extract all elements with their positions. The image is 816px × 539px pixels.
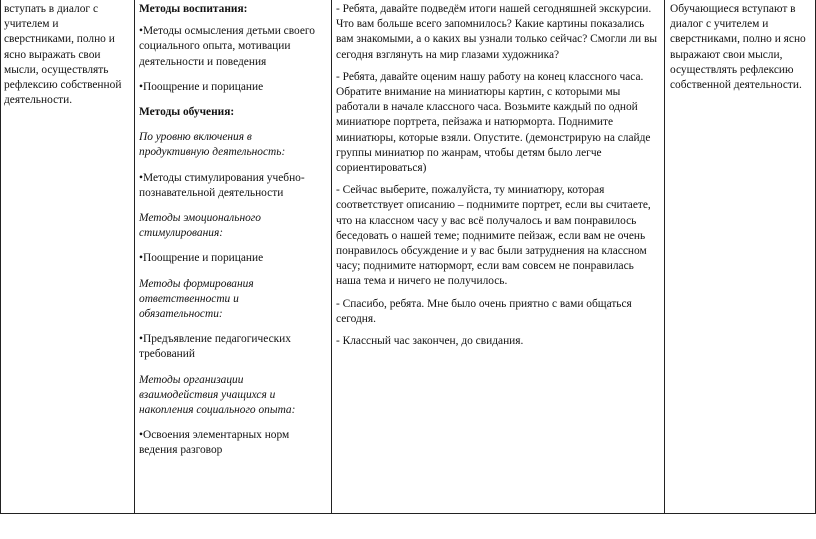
bullet: • [139, 80, 143, 93]
cell-student-activity [670, 2, 810, 93]
teacher-speech-paragraph: - Спасибо, ребята. Мне было очень приятно с вами общаться сегодня. [336, 297, 632, 325]
bullet: • [139, 25, 143, 38]
bullet: • [139, 252, 143, 265]
cell-student-outcomes-left [4, 2, 130, 108]
list-item [139, 171, 325, 201]
group-title: Методы формирования ответственности и обязательности: [139, 277, 254, 321]
column-divider [134, 0, 135, 514]
list-item-text: Освоения элементарных норм ведения разговор [139, 429, 290, 457]
teacher-speech-paragraph: - Ребята, давайте оценим нашу работу на конец классного часа. Обратите внимание на миниатюры картин, с которыми мы работали в начале классного часа. Возьмите каждый по одной миниатюре портрета, пейзажа и натюрморта. Поднимите миниатюры, которые взяли. Опустите. (демонстрирую на слайде группы миниатюр по жанрам, чтобы детям было легче сориентироваться) [336, 70, 651, 175]
list-item [139, 251, 325, 266]
teacher-speech-paragraph: - Сейчас выберите, пожалуйста, ту миниатюру, которая соответствует описанию – поднимите портрет, если вы считаете, что на классном часу у вас всё получалось и вам понравилось беседовать о нашей теме; поднимите пейзаж, если вам не очень понравилось обсуждение и у вас были затруднения на классном часу; поднимите натюрморт, если вам совсем не понравилась наша тема и ничего не получилось. [336, 184, 651, 288]
list-item-text: Предъявление педагогических требований [139, 333, 291, 361]
bullet: • [139, 429, 143, 442]
column-divider [331, 0, 332, 514]
table-border-left [0, 0, 1, 514]
bullet: • [139, 333, 143, 346]
list-item-text: Методы осмысления детьми своего социального опыта, мотивации деятельности и поведения [139, 25, 315, 68]
bullet: • [139, 171, 143, 184]
list-item [139, 428, 325, 458]
teacher-speech-paragraph: - Ребята, давайте подведём итоги нашей сегодняшней экскурсии. Что вам больше всего запомнилось? Какие картины показались вам знакомыми, а о каких вы узнали только сейчас? Смогли ли вы сегодня взглянуть на мир глазами художника? [336, 3, 657, 61]
list-item-text: Поощрение и порицание [143, 80, 264, 93]
heading-teaching-methods: Методы обучения: [139, 106, 235, 119]
cell-methods [139, 2, 325, 459]
list-item-text: Поощрение и порицание [143, 252, 264, 265]
list-item [139, 332, 325, 362]
column-divider [664, 0, 665, 514]
list-item-text: Методы стимулирования учебно-познавательной деятельности [139, 171, 305, 199]
group-title: Методы организации взаимодействия учащихся и накопления социального опыта: [139, 373, 296, 417]
list-item [139, 24, 325, 70]
student-activity-text: Обучающиеся вступают в диалог с учителем и сверстниками, полно и ясно выражают свои мысли, осуществлять рефлексию собственной деятельности. [670, 3, 806, 92]
group-title: Методы эмоционального стимулирования: [139, 212, 261, 240]
outcomes-text: вступать в диалог с учителем и сверстниками, полно и ясно выражать свои мысли, осуществлять рефлексию собственной деятельности. [4, 3, 122, 107]
heading-upbringing-methods: Методы воспитания: [139, 3, 248, 15]
teacher-speech-paragraph: - Классный час закончен, до свидания. [336, 335, 524, 348]
table-border-bottom [0, 513, 816, 514]
cell-teacher-activity [336, 2, 660, 356]
list-item [139, 80, 325, 95]
group-title: По уровню включения в продуктивную деятельность: [139, 131, 286, 159]
